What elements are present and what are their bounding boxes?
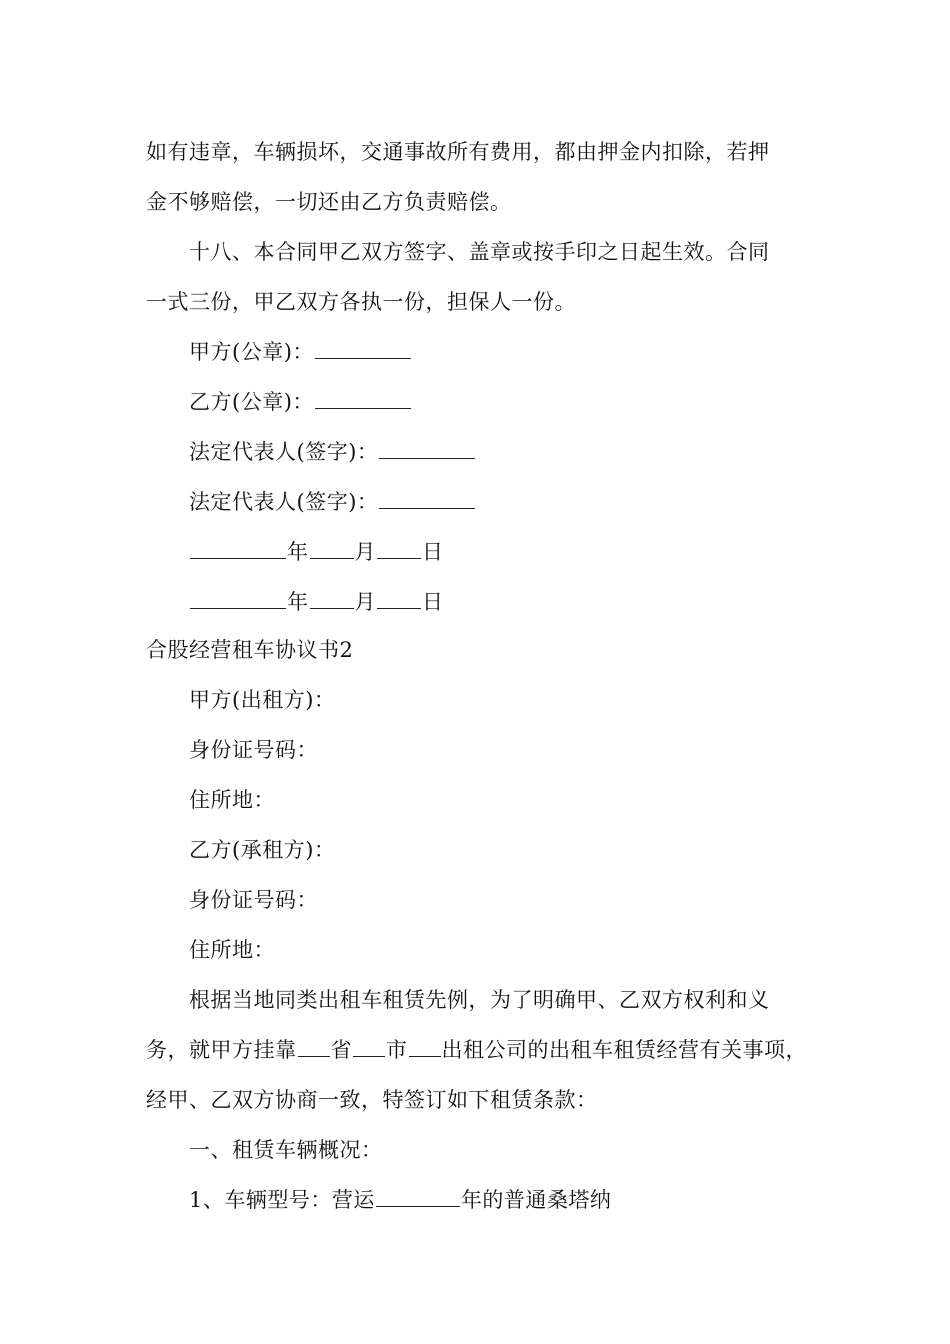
- legal-rep-label: 法定代表人(签字)：: [189, 490, 379, 514]
- party-b-seal-line: [189, 388, 412, 416]
- clause-heading: 一、租赁车辆概况：: [189, 1138, 383, 1162]
- id-number-label: 身份证号码：: [189, 738, 318, 762]
- intro-text: 出租公司的出租车租赁经营有关事项，: [441, 1038, 807, 1062]
- day-label: 日: [422, 540, 444, 564]
- signature-blank: [315, 388, 411, 409]
- month-label: 月: [354, 590, 376, 614]
- legal-rep-label: 法定代表人(签字)：: [189, 440, 379, 464]
- party-a-label: 甲方(出租方)：: [189, 688, 336, 712]
- province-blank: [298, 1036, 330, 1057]
- signature-blank: [379, 438, 475, 459]
- clause-18-line: 一式三份，甲乙双方各执一份，担保人一份。: [146, 290, 576, 314]
- paragraph-line: 金不够赔偿，一切还由乙方负责赔偿。: [146, 190, 512, 214]
- clause-item: [189, 1186, 611, 1214]
- vehicle-model-text: 年的普通桑塔纳: [460, 1188, 612, 1212]
- day-label: 日: [422, 590, 444, 614]
- month-label: 月: [354, 540, 376, 564]
- id-number-label: 身份证号码：: [189, 888, 318, 912]
- month-blank: [310, 588, 354, 609]
- city-label: 市: [386, 1038, 408, 1062]
- day-blank: [377, 538, 421, 559]
- clause-18-line: 十八、本合同甲乙双方签字、盖章或按手印之日起生效。合同: [189, 240, 770, 264]
- province-label: 省: [330, 1038, 352, 1062]
- paragraph-line: 如有违章，车辆损坏，交通事故所有费用，都由押金内扣除，若押: [146, 140, 770, 164]
- intro-line: 根据当地同类出租车租赁先例，为了明确甲、乙双方权利和义: [189, 988, 770, 1012]
- party-a-seal-line: [189, 338, 412, 366]
- year-blank: [190, 538, 286, 559]
- date-line: [189, 538, 444, 566]
- party-b-seal-label: 乙方(公章)：: [189, 390, 314, 414]
- company-blank: [409, 1036, 441, 1057]
- vehicle-model-label: 1、车辆型号：营运: [189, 1188, 375, 1212]
- year-blank: [190, 588, 286, 609]
- intro-text: 务，就甲方挂靠: [146, 1038, 297, 1062]
- year-label: 年: [287, 540, 309, 564]
- month-blank: [310, 538, 354, 559]
- date-line: [189, 588, 444, 616]
- legal-rep-line: [189, 488, 476, 516]
- intro-line: [146, 1036, 807, 1064]
- city-blank: [353, 1036, 385, 1057]
- signature-blank: [379, 488, 475, 509]
- year-label: 年: [287, 590, 309, 614]
- intro-line: 经甲、乙双方协商一致，特签订如下租赁条款：: [146, 1088, 598, 1112]
- section-title: 合股经营租车协议书2: [146, 638, 354, 662]
- address-label: 住所地：: [189, 788, 275, 812]
- party-a-seal-label: 甲方(公章)：: [189, 340, 314, 364]
- day-blank: [377, 588, 421, 609]
- years-blank: [376, 1186, 460, 1207]
- signature-blank: [315, 338, 411, 359]
- party-b-label: 乙方(承租方)：: [189, 838, 336, 862]
- address-label: 住所地：: [189, 938, 275, 962]
- legal-rep-line: [189, 438, 476, 466]
